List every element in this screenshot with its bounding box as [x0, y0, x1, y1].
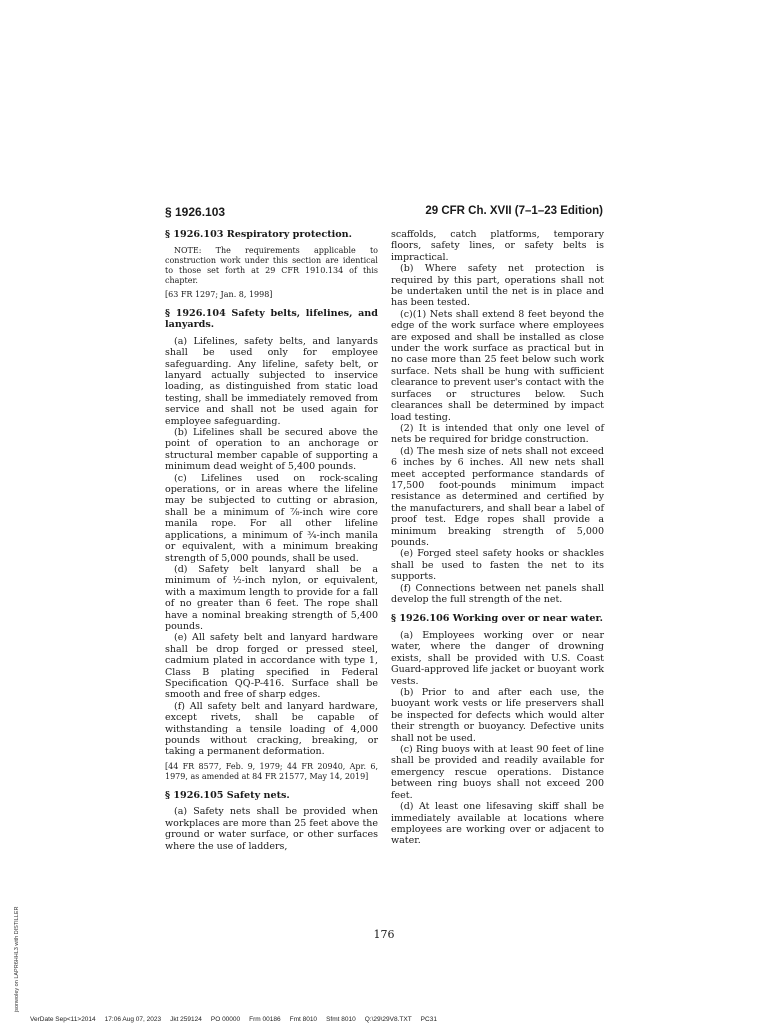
production-footer: [30, 1016, 446, 1023]
footer-field: Jkt 259124: [170, 1016, 202, 1023]
paragraph: (a) Lifelines, safety belts, and lanyards shall be used only for employee safeguarding. Any lifeline, safety belt, or lanyard actually subjected to inservice loading, as distinguished from static load testing, shall be immediately removed from service and shall not be used again for employee safeguarding.: [165, 335, 378, 427]
running-head-section: § 1926.103: [165, 205, 226, 219]
source-citation: [44 FR 8577, Feb. 9, 1979; 44 FR 20940, Apr. 6, 1979, as amended at 84 FR 21577, May 14, 2019]: [165, 761, 378, 781]
paragraph: (d) Safety belt lanyard shall be a minimum of ½-inch nylon, or equivalent, with a maximum length to provide for a fall of no greater than 6 feet. The rope shall have a nominal breaking strength of 5,400 pounds.: [165, 563, 378, 632]
paragraph: (c) Ring buoys with at least 90 feet of line shall be provided and readily available for emergency rescue operations. Distance between ring buoys shall not exceed 200 feet.: [391, 744, 604, 801]
section-heading: § 1926.106 Working over or near water.: [391, 613, 604, 625]
footer-field: PC31: [420, 1016, 437, 1023]
paragraph: (b) Where safety net protection is required by this part, operations shall not be undertaken until the net is in place and has been tested.: [391, 263, 604, 309]
footer-field: PO 00000: [210, 1016, 241, 1023]
source-citation: [63 FR 1297; Jan. 8, 1998]: [165, 289, 273, 299]
footer-field: Sfmt 8010: [326, 1016, 356, 1023]
page-number: 176: [373, 928, 395, 941]
running-head-title: 29 CFR Ch. XVII (7–1–23 Edition): [425, 205, 603, 217]
paragraph: (c) Lifelines used on rock-scaling operations, or in areas where the lifeline may be subjected to cutting or abrasion, shall be a minimum of ⅞-inch wire core manila rope. For all other lifeline applications, a minimum of ¾-inch manila or equivalent, with a minimum breaking strength of 5,000 pounds, shall be used.: [165, 472, 378, 564]
paragraph: (e) Forged steel safety hooks or shackles shall be used to fasten the net to its supports.: [391, 548, 604, 583]
footer-field: Fmt 8010: [289, 1016, 318, 1023]
paragraph: (f) Connections between net panels shall develop the full strength of the net.: [391, 582, 604, 605]
right-text-column: [391, 229, 604, 847]
section-note: NOTE: The requirements applicable to construction work under this section are identical to those set forth at 29 CFR 1910.134 of this chapter.: [165, 245, 378, 285]
footer-field: VerDate Sep<11>2014: [30, 1016, 96, 1023]
paragraph: (2) It is intended that only one level of nets be required for bridge construction.: [391, 422, 604, 446]
paragraph: (e) All safety belt and lanyard hardware shall be drop forged or pressed steel, cadmium plated in accordance with type 1, Class B plating specified in Federal Specification QQ-P-416. Surface shall be smooth and free of sharp edges.: [165, 632, 378, 701]
left-text-column: [165, 229, 378, 852]
section-heading: § 1926.105 Safety nets.: [165, 789, 290, 801]
footer-field: Q:\29\29V8.TXT: [364, 1016, 412, 1023]
paragraph-continuation: scaffolds, catch platforms, temporary floors, safety lines, or safety belts is impractical.: [391, 229, 604, 263]
section-heading: § 1926.103 Respiratory protection.: [165, 229, 352, 240]
paragraph: (d) The mesh size of nets shall not exceed 6 inches by 6 inches. All new nets shall meet accepted performance standards of 17,500 foot-pounds minimum impact resistance as determined and certified by the manufacturers, and shall bear a label of proof test. Edge ropes shall provide a minimum breaking strength of 5,000 pounds.: [391, 445, 604, 548]
paragraph: (b) Lifelines shall be secured above the point of operation to an anchorage or structural member capable of supporting a minimum dead weight of 5,400 pounds.: [165, 427, 378, 473]
paragraph: (d) At least one lifesaving skiff shall be immediately available at locations where employees are working over or adjacent to water.: [391, 801, 604, 847]
paragraph: (c)(1) Nets shall extend 8 feet beyond the edge of the work surface where employees are exposed and shall be installed as close under the work surface as practical but in no case more than 25 feet below such work surface. Nets shall be hung with sufficient clearance to prevent user's contact with the surfaces or structures below. Such clearances shall be determined by impact load testing.: [391, 308, 604, 423]
footer-field: Frm 00186: [249, 1016, 281, 1023]
footer-field: 17:06 Aug 07, 2023: [104, 1016, 162, 1023]
side-margin-note: jsonwoley on LAPR6HHL3 with DISTILLER: [14, 906, 20, 1012]
section-heading: § 1926.104 Safety belts, lifelines, and lanyards.: [165, 307, 378, 331]
paragraph: (b) Prior to and after each use, the buoyant work vests or life preservers shall be inspected for defects which would alter their strength or buoyancy. Defective units shall not be used.: [391, 687, 604, 744]
paragraph: (a) Employees working over or near water, where the danger of drowning exists, shall be provided with U.S. Coast Guard-approved life jacket or buoyant work vests.: [391, 630, 604, 687]
paragraph: (f) All safety belt and lanyard hardware, except rivets, shall be capable of withstanding a tensile loading of 4,000 pounds without cracking, breaking, or taking a permanent deformation.: [165, 700, 378, 758]
paragraph: (a) Safety nets shall be provided when workplaces are more than 25 feet above the ground or water surface, or other surfaces where the use of ladders,: [165, 806, 379, 852]
